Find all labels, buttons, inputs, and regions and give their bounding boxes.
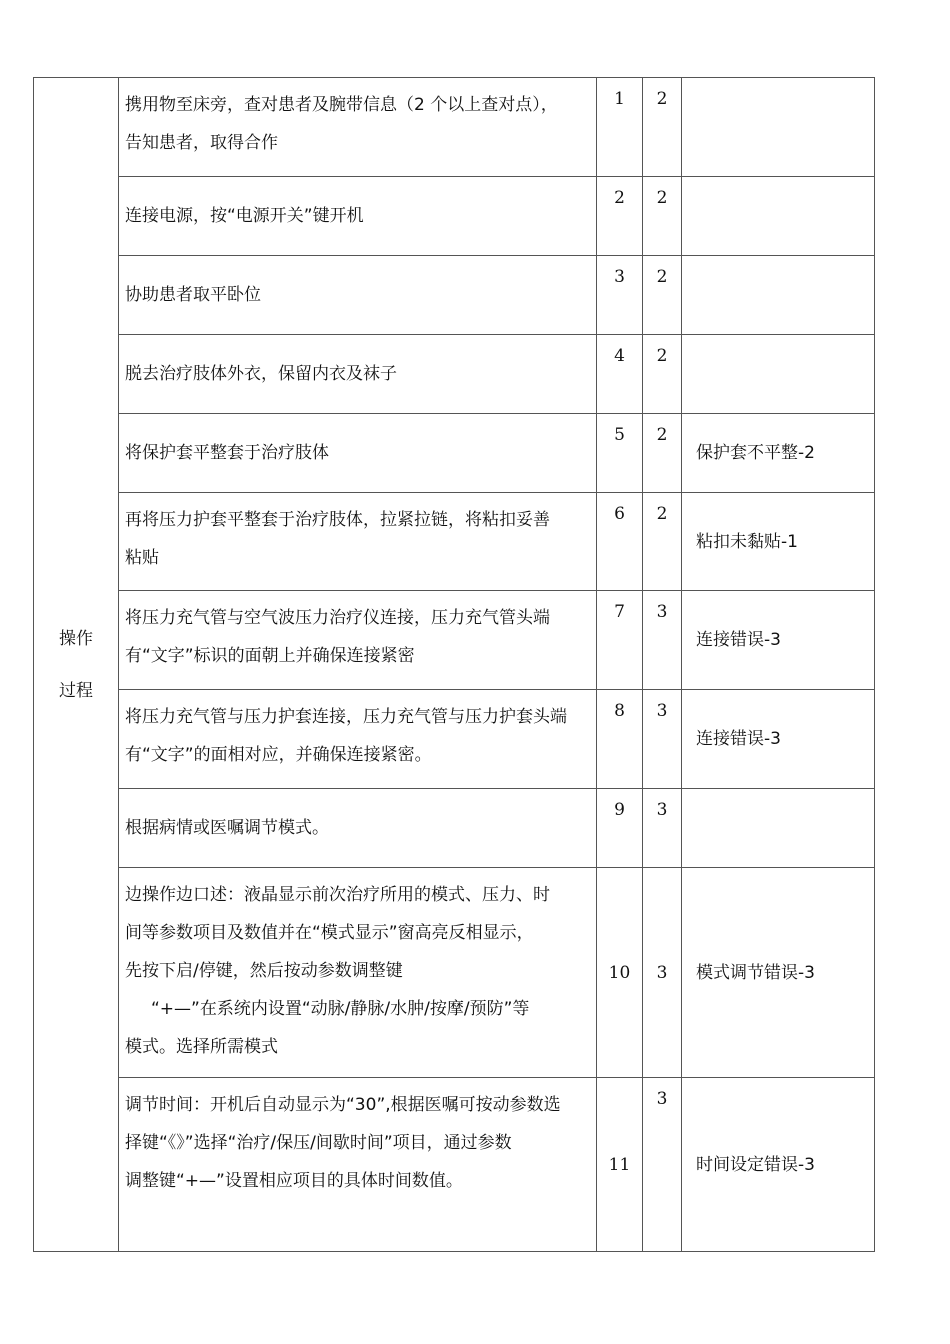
step-description: 将保护套平整套于治疗肢体 [119, 414, 597, 493]
deduction-note [682, 335, 875, 414]
step-number: 5 [597, 414, 643, 493]
step-description: 将压力充气管与压力护套连接，压力充气管与压力护套头端 有“文字”的面相对应，并确保连接紧密。 [119, 690, 597, 789]
step-number: 9 [597, 789, 643, 868]
step-number: 1 [597, 78, 643, 177]
table-row [34, 690, 875, 789]
step-score: 2 [643, 414, 682, 493]
step-number: 11 [597, 1078, 643, 1252]
step-score: 2 [643, 78, 682, 177]
step-number: 8 [597, 690, 643, 789]
section-label-cell [34, 78, 119, 1252]
step-number: 7 [597, 591, 643, 690]
step-score: 3 [643, 789, 682, 868]
step-score: 2 [643, 493, 682, 591]
table-row [34, 177, 875, 256]
deduction-note [682, 789, 875, 868]
table-row [34, 256, 875, 335]
step-number: 6 [597, 493, 643, 591]
table-row [34, 335, 875, 414]
step-score: 2 [643, 177, 682, 256]
scoring-table [33, 77, 875, 1252]
step-score: 3 [643, 591, 682, 690]
deduction-note: 粘扣未黏贴-1 [682, 493, 875, 591]
table-row [34, 78, 875, 177]
step-score: 3 [643, 1078, 682, 1252]
step-number: 4 [597, 335, 643, 414]
step-number: 3 [597, 256, 643, 335]
step-description: 边操作边口述：液晶显示前次治疗所用的模式、压力、时 间等参数项目及数值并在“模式显示”窗高亮反相显示， 先按下启/停键，然后按动参数调整键 “+—”在系统内设置“动脉/静脉/水肿/按摩/预防”等 模式。选择所需模式 [119, 868, 597, 1078]
deduction-note: 连接错误-3 [682, 690, 875, 789]
step-number: 2 [597, 177, 643, 256]
step-description: 调节时间：开机后自动显示为“30”,根据医嘱可按动参数选 择键“《》”选择“治疗/保压/间歇时间”项目，通过参数 调整键“+—”设置相应项目的具体时间数值。 [119, 1078, 597, 1252]
step-description: 将压力充气管与空气波压力治疗仪连接，压力充气管头端 有“文字”标识的面朝上并确保连接紧密 [119, 591, 597, 690]
table-row [34, 1078, 875, 1252]
step-score: 2 [643, 335, 682, 414]
table-row [34, 789, 875, 868]
deduction-note [682, 256, 875, 335]
step-description: 根据病情或医嘱调节模式。 [119, 789, 597, 868]
deduction-note: 时间设定错误-3 [682, 1078, 875, 1252]
deduction-note: 保护套不平整-2 [682, 414, 875, 493]
step-score: 3 [643, 690, 682, 789]
table-row [34, 414, 875, 493]
deduction-note [682, 78, 875, 177]
deduction-note [682, 177, 875, 256]
step-score: 3 [643, 868, 682, 1078]
step-description: 携用物至床旁，查对患者及腕带信息（2 个以上查对点）， 告知患者，取得合作 [119, 78, 597, 177]
step-number: 10 [597, 868, 643, 1078]
step-description: 协助患者取平卧位 [119, 256, 597, 335]
step-description: 再将压力护套平整套于治疗肢体，拉紧拉链，将粘扣妥善 粘贴 [119, 493, 597, 591]
deduction-note: 连接错误-3 [682, 591, 875, 690]
step-description: 连接电源，按“电源开关”键开机 [119, 177, 597, 256]
table-row [34, 493, 875, 591]
table-row [34, 591, 875, 690]
step-score: 2 [643, 256, 682, 335]
step-description: 脱去治疗肢体外衣，保留内衣及袜子 [119, 335, 597, 414]
section-label-line2: 过程 [59, 680, 93, 701]
deduction-note: 模式调节错误-3 [682, 868, 875, 1078]
table-row [34, 868, 875, 1078]
section-label-line1: 操作 [59, 628, 93, 649]
